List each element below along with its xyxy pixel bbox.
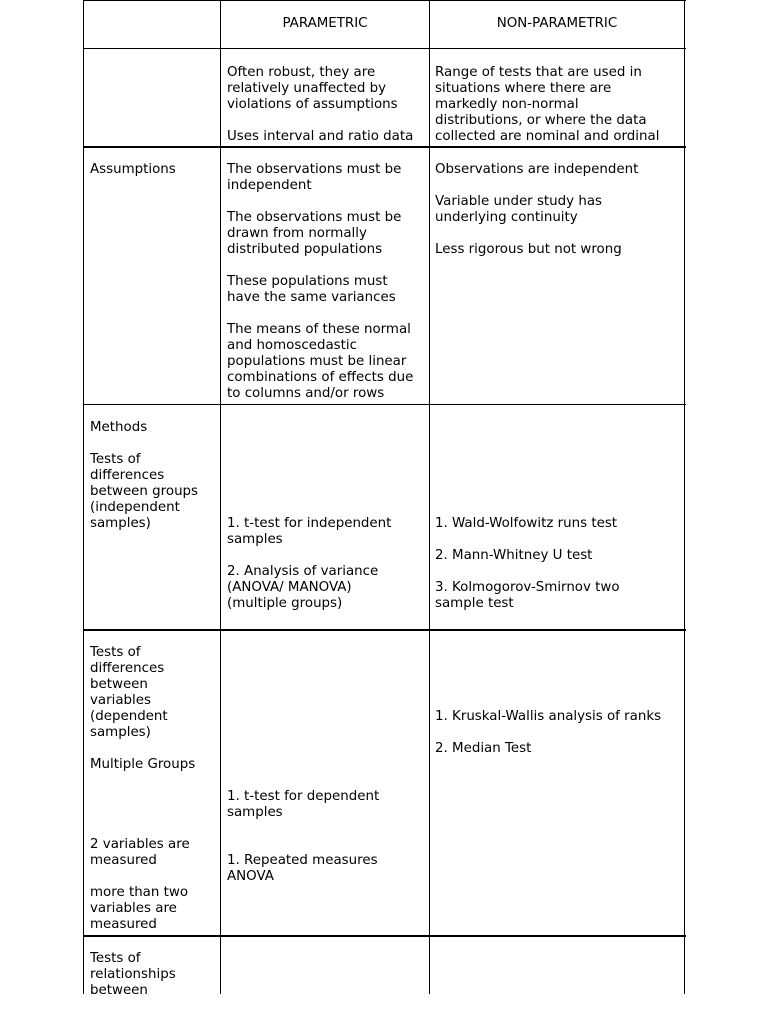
row-label: (independent [90,500,180,515]
row-label: Tests of [90,645,141,660]
row-label: differences [90,661,165,676]
cell-line: The observations must be [227,210,402,225]
cell-line: 2. Mann-Whitney U test [435,548,593,563]
row-label: variables are [90,901,177,916]
table-border-right [684,0,685,994]
cell-line: Less rigorous but not wrong [435,242,622,257]
row-label: more than two [90,885,189,900]
row-label: measured [90,917,157,932]
row-assumptions-label [84,148,220,404]
cell-line: 3. Kolmogorov-Smirnov two [435,580,620,595]
row-label: Tests of [90,452,141,467]
cell-line: Variable under study has [435,194,603,209]
row-label: between groups [90,484,199,499]
row-description-parametric [221,49,429,146]
cell-line: 1. Kruskal-Wallis analysis of ranks [435,709,662,724]
header-parametric: PARAMETRIC [282,16,368,31]
row-label: measured [90,853,157,868]
row-dependent-label [84,631,220,935]
row-label: Tests of [90,951,141,966]
cell-line: samples [227,805,283,820]
row-label: between [90,677,148,692]
cell-line: relatively unaffected by [227,81,387,96]
row-label: samples) [90,516,151,531]
row-relationships-label [84,937,220,994]
cell-line: The means of these normal [227,322,411,337]
row-label: samples) [90,725,151,740]
comparison-table [83,0,686,994]
cell-line: combinations of effects due [227,370,414,385]
cell-line: 1. t-test for dependent [227,789,380,804]
row-label: Methods [90,420,148,435]
row-label: relationships [90,967,176,982]
cell-line: Uses interval and ratio data [227,129,414,144]
cell-line: independent [227,178,312,193]
cell-line: Range of tests that are used in [435,65,642,80]
cell-line: to columns and/or rows [227,386,385,401]
row-dependent-parametric [221,631,429,935]
row-label: differences [90,468,165,483]
cell-line: situations where there are [435,81,612,96]
row-methods-nonparametric [430,405,684,629]
cell-line: and homoscedastic [227,338,357,353]
cell-line: samples [227,532,283,547]
cell-line: distributions, or where the data [435,113,647,128]
cell-line: (multiple groups) [227,596,343,611]
cell-line: drawn from normally [227,226,367,241]
row-relationships-nonparametric [430,937,684,994]
cell-line: markedly non-normal [435,97,579,112]
row-label: variables [90,693,151,708]
cell-line: underlying continuity [435,210,578,225]
row-label: 2 variables are [90,837,190,852]
cell-line: (ANOVA/ MANOVA) [227,580,352,595]
cell-line: collected are nominal and ordinal [435,129,660,144]
cell-line: 1. t-test for independent [227,516,392,531]
cell-line: 1. Wald-Wolfowitz runs test [435,516,618,531]
cell-line: Often robust, they are [227,65,376,80]
row-dependent-nonparametric [430,631,684,935]
row-assumptions-nonparametric [430,148,684,404]
row-methods-parametric [221,405,429,629]
header-nonparametric: NON-PARAMETRIC [496,16,618,31]
row-label: (dependent [90,709,168,724]
cell-line: The observations must be [227,162,402,177]
cell-line: 1. Repeated measures [227,853,378,868]
cell-line: populations must be linear [227,354,407,369]
row-label: Multiple Groups [90,757,196,772]
row-label: between [90,983,148,994]
row-methods-label [84,405,220,629]
cell-line: These populations must [227,274,388,289]
cell-line: 2. Analysis of variance [227,564,379,579]
cell-line: ANOVA [227,869,274,884]
cell-line: violations of assumptions [227,97,398,112]
cell-line: 2. Median Test [435,741,532,756]
row-assumptions-parametric [221,148,429,404]
cell-line: distributed populations [227,242,383,257]
row-relationships-parametric [221,937,429,994]
cell-line: sample test [435,596,514,611]
row-description-nonparametric [430,49,684,146]
header-cell-empty [83,0,220,48]
cell-line: have the same variances [227,290,396,305]
row-label: Assumptions [90,162,176,177]
cell-line: Observations are independent [435,162,639,177]
